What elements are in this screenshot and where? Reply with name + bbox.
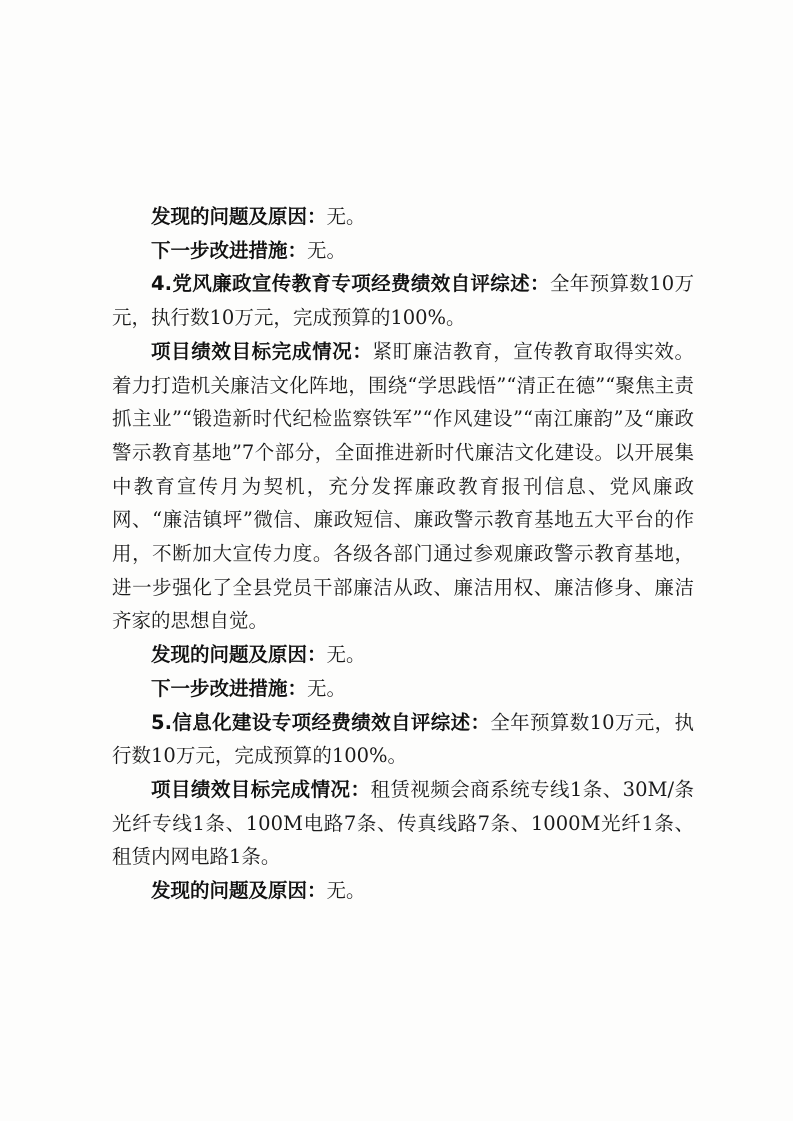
document-body (112, 200, 694, 908)
paragraph-text: 全年预算数10万元，执行数10万元，完成预算的100%。 (112, 710, 694, 768)
paragraph-section-4-goals (112, 335, 694, 638)
paragraph-lead: 5.信息化建设专项经费绩效自评综述： (151, 710, 491, 734)
paragraph-text: 无。 (326, 643, 366, 667)
paragraph-text: 紧盯廉洁教育，宣传教育取得实效。着力打造机关廉洁文化阵地，围绕“学思践悟”“清正在德”“聚焦主责抓主业”“锻造新时代纪检监察铁军”“作风建设”“南江廉韵”及“廉政警示教育基地”7个部分，全面推进新时代廉洁文化建设。以开展集中教育宣传月为契机，充分发挥廉政教育报刊信息、党风廉政网、“廉洁镇坪”微信、廉政短信、廉政警示教育基地五大平台的作用，不断加大宣传力度。各级各部门通过参观廉政警示教育基地，进一步强化了全县党员干部廉洁从政、廉洁用权、廉洁修身、廉洁齐家的思想自觉。 (112, 339, 694, 633)
paragraph-text: 无。 (326, 205, 366, 228)
paragraph-lead: 下一步改进措施： (151, 676, 308, 700)
paragraph-measures-1 (112, 234, 694, 268)
paragraph-lead: 项目绩效目标完成情况： (151, 339, 373, 363)
paragraph-lead: 发现的问题及原因： (151, 879, 327, 903)
paragraph-problems-3 (112, 874, 694, 908)
paragraph-text: 无。 (307, 676, 347, 700)
paragraph-lead: 4.党风廉政宣传教育专项经费绩效自评综述： (151, 272, 550, 296)
paragraph-section-5-goals (112, 773, 694, 874)
paragraph-text: 租赁视频会商系统专线1条、30M/条光纤专线1条、100M电路7条、传真线路7条、1000M光纤1条、租赁内网电路1条。 (112, 777, 694, 869)
paragraph-lead: 项目绩效目标完成情况： (151, 777, 371, 801)
paragraph-measures-2 (112, 672, 694, 706)
paragraph-text: 全年预算数10万元，执行数10万元，完成预算的100%。 (112, 272, 694, 330)
paragraph-section-5-summary (112, 706, 694, 773)
paragraph-problems-2 (112, 638, 694, 672)
paragraph-lead: 下一步改进措施： (151, 238, 308, 262)
paragraph-problems-1 (112, 200, 694, 234)
paragraph-lead: 发现的问题及原因： (151, 643, 327, 667)
paragraph-text: 无。 (307, 238, 347, 262)
paragraph-lead: 发现的问题及原因： (151, 205, 327, 228)
paragraph-section-4-summary (112, 267, 694, 334)
paragraph-text: 无。 (326, 879, 366, 903)
